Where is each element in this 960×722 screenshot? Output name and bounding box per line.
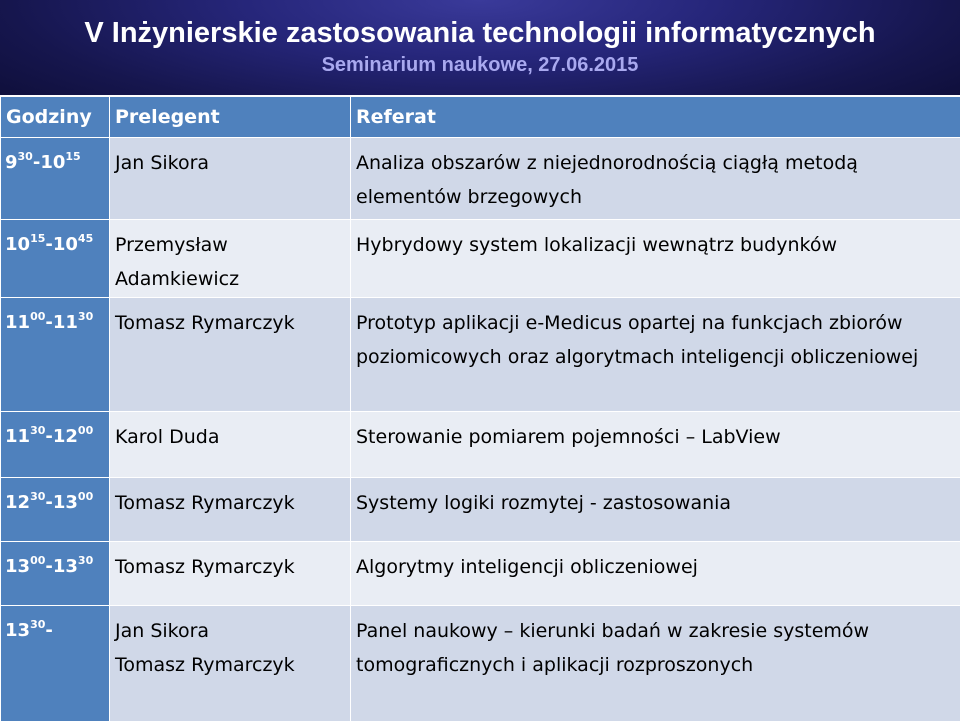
column-header-hours: Godziny xyxy=(1,97,110,138)
table-header-row xyxy=(1,97,960,138)
talk-cell: Prototyp aplikacji e-Medicus opartej na funkcjach zbiorów poziomicowych oraz algorytmach inteligencji obliczeniowej xyxy=(351,298,960,412)
speaker-cell: Jan Sikora xyxy=(110,138,351,220)
page-title: V Inżynierskie zastosowania technologii informatycznych xyxy=(0,16,960,50)
speaker-cell: Jan Sikora Tomasz Rymarczyk xyxy=(110,606,351,722)
talk-cell: Algorytmy inteligencji obliczeniowej xyxy=(351,542,960,606)
schedule-table xyxy=(0,96,960,722)
table-row xyxy=(1,412,960,478)
table-row xyxy=(1,606,960,722)
speaker-cell: Tomasz Rymarczyk xyxy=(110,298,351,412)
talk-cell: Panel naukowy – kierunki badań w zakresie systemów tomograficznych i aplikacji rozproszonych xyxy=(351,606,960,722)
column-header-speaker: Prelegent xyxy=(110,97,351,138)
time-cell: $13^{30}-$ xyxy=(1,606,110,722)
talk-cell: Hybrydowy system lokalizacji wewnątrz budynków xyxy=(351,220,960,298)
header-banner xyxy=(0,0,960,95)
speaker-cell: Tomasz Rymarczyk xyxy=(110,542,351,606)
time-cell: $12^{30}-13^{00}$ xyxy=(1,478,110,542)
table-row xyxy=(1,542,960,606)
table-row xyxy=(1,298,960,412)
talk-cell: Analiza obszarów z niejednorodnością ciągłą metodą elementów brzegowych xyxy=(351,138,960,220)
speaker-cell: Karol Duda xyxy=(110,412,351,478)
speaker-cell: Przemysław Adamkiewicz xyxy=(110,220,351,298)
talk-cell: Systemy logiki rozmytej - zastosowania xyxy=(351,478,960,542)
time-cell: $11^{30}-12^{00}$ xyxy=(1,412,110,478)
talk-cell: Sterowanie pomiarem pojemności – LabView xyxy=(351,412,960,478)
time-cell: $9^{30}-10^{15}$ xyxy=(1,138,110,220)
page-subtitle: Seminarium naukowe, 27.06.2015 xyxy=(0,53,960,77)
time-cell: $10^{15}-10^{45}$ xyxy=(1,220,110,298)
speaker-cell: Tomasz Rymarczyk xyxy=(110,478,351,542)
table-row xyxy=(1,138,960,220)
column-header-talk: Referat xyxy=(351,97,960,138)
time-cell: $11^{00}-11^{30}$ xyxy=(1,298,110,412)
table-row xyxy=(1,220,960,298)
table-row xyxy=(1,478,960,542)
time-cell: $13^{00}-13^{30}$ xyxy=(1,542,110,606)
